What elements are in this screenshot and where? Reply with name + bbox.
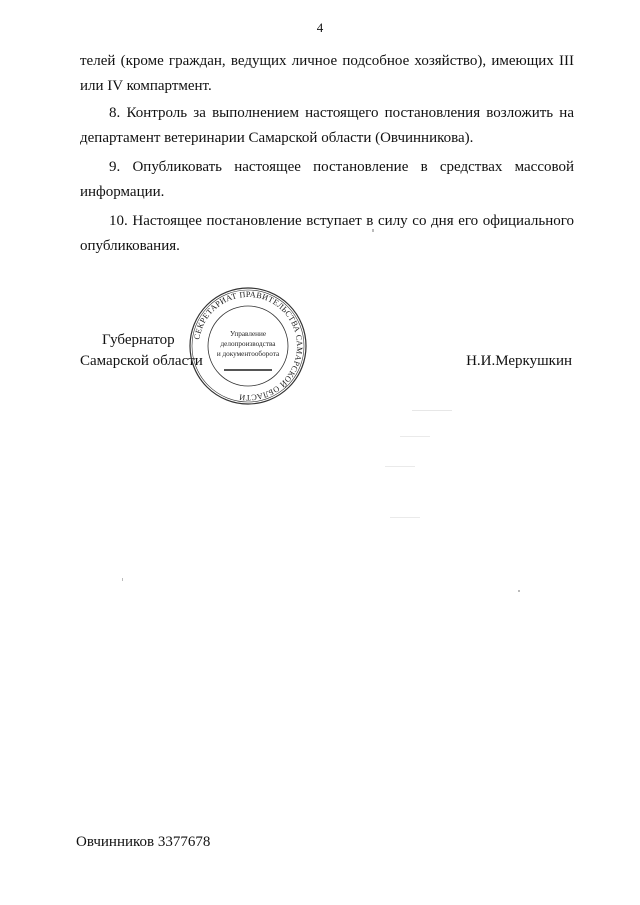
official-stamp bbox=[188, 286, 308, 406]
paragraph-continuation: телей (кроме граждан, ведущих личное подсобное хозяйство), имеющих III или IV компартмент. bbox=[80, 53, 574, 94]
scan-speck bbox=[385, 466, 415, 467]
scan-speck bbox=[518, 590, 520, 592]
scan-speck bbox=[412, 410, 452, 411]
scan-speck bbox=[372, 229, 374, 232]
paragraph-10: 10. Настоящее постановление вступает в силу со дня его официального опубликования. bbox=[80, 213, 574, 254]
page-number: 4 bbox=[316, 20, 324, 35]
signature-title bbox=[80, 330, 203, 372]
stamp-center-line3: и документооборота bbox=[216, 350, 280, 358]
signature-name: Н.И.Меркушкин bbox=[466, 353, 572, 369]
stamp-center-line2: делопроизводства bbox=[220, 340, 276, 348]
scan-speck bbox=[400, 436, 430, 437]
stamp-center-line1: Управление bbox=[229, 330, 267, 338]
stamp-ring-text: СЕКРЕТАРИАТ ПРАВИТЕЛЬСТВА САМАРСКОЙ ОБЛАСТИ bbox=[192, 289, 305, 403]
paragraph-8: 8. Контроль за выполнением настоящего постановления возложить на департамент ветеринарии Самарской области (Овчинникова). bbox=[80, 105, 574, 146]
scan-speck bbox=[390, 517, 420, 518]
scan-speck bbox=[122, 578, 123, 581]
signature-title-line2: Самарской области bbox=[80, 353, 203, 369]
paragraph-9: 9. Опубликовать настоящее постановление в средствах массовой информации. bbox=[80, 159, 574, 200]
footer-contact: Овчинников 3377678 bbox=[76, 834, 211, 850]
signature-title-line1: Губернатор bbox=[102, 332, 175, 348]
